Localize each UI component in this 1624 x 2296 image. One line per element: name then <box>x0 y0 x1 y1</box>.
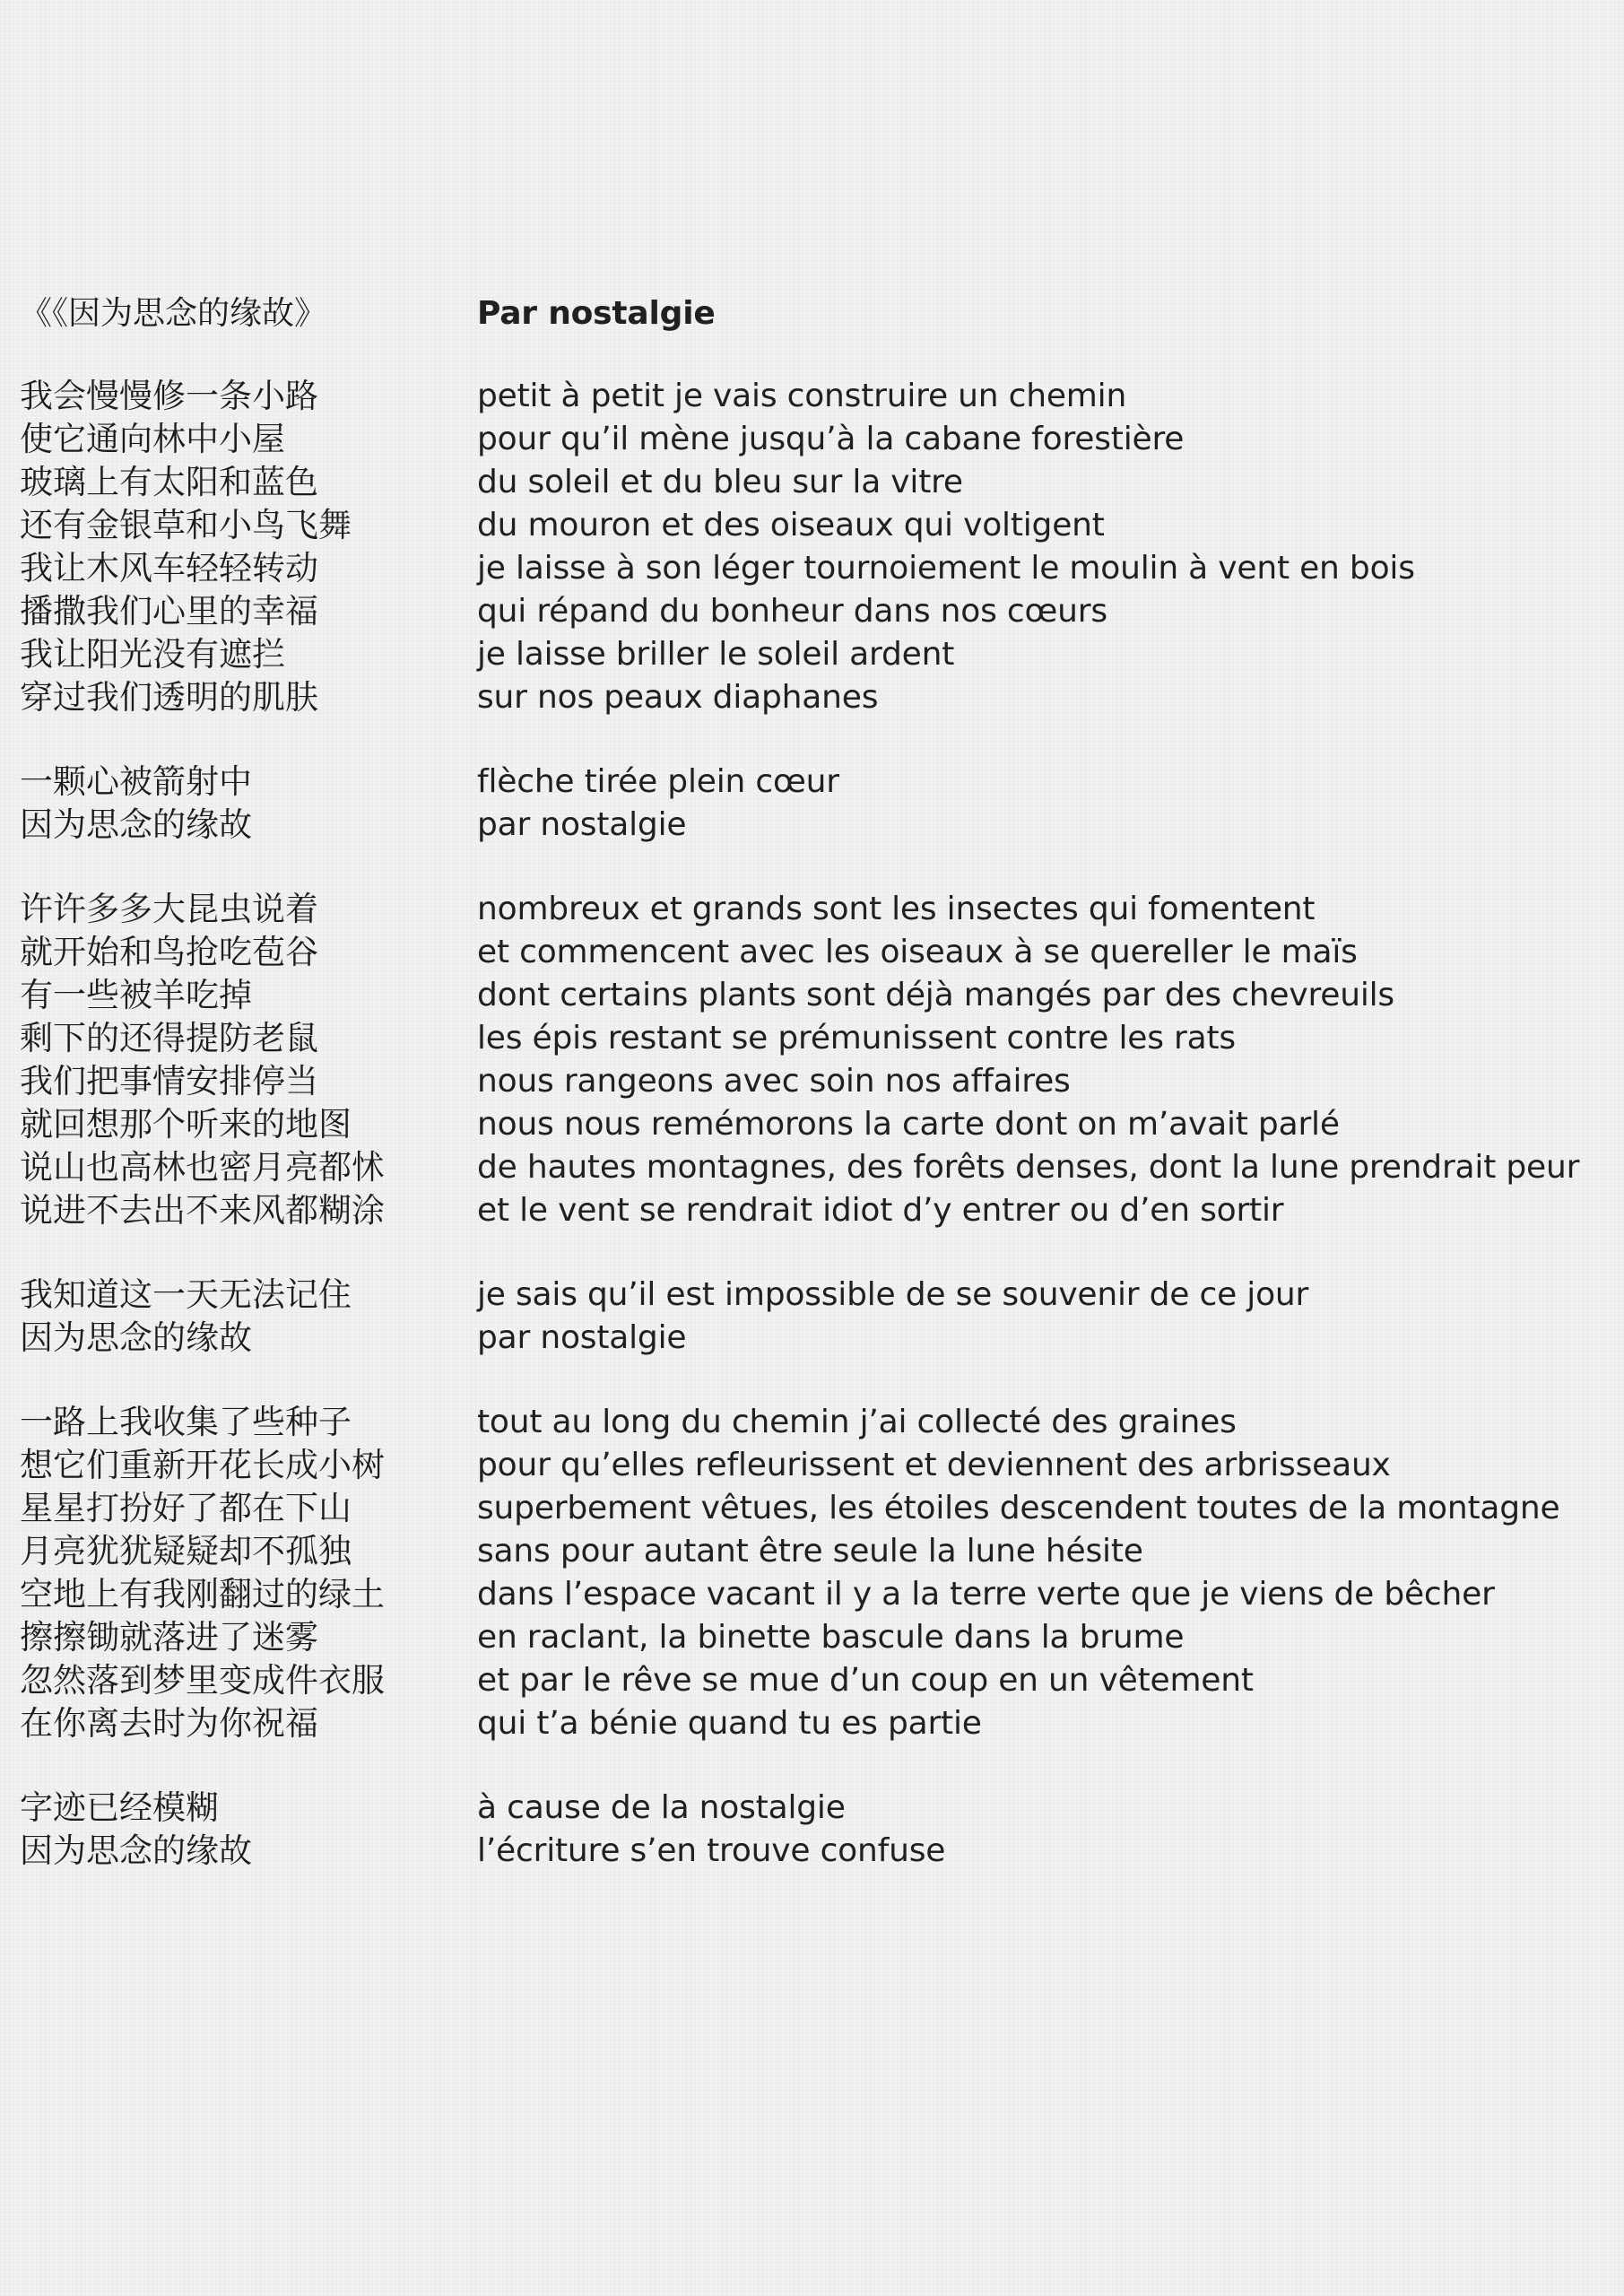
french-line: du soleil et du bleu sur la vitre <box>477 464 963 500</box>
french-stanza-2 <box>477 761 1616 847</box>
chinese-line: 我让阳光没有遮拦 <box>20 635 285 674</box>
french-line: et le vent se rendrait idiot d’y entrer ou d’en sortir <box>477 1192 1284 1229</box>
french-line: qui répand du bonheur dans nos cœurs <box>477 593 1107 630</box>
chinese-stanza-1 <box>20 375 459 719</box>
french-line: superbement vêtues, les étoiles descendent toutes de la montagne <box>477 1490 1560 1526</box>
chinese-line: 一颗心被箭射中 <box>20 762 252 801</box>
chinese-line: 星星打扮好了都在下山 <box>20 1489 352 1527</box>
chinese-line: 因为思念的缘故 <box>20 1831 252 1870</box>
chinese-line: 说山也高林也密月亮都怵 <box>20 1148 385 1187</box>
chinese-line: 擦擦锄就落进了迷雾 <box>20 1618 318 1657</box>
chinese-line: 月亮犹犹疑疑却不孤独 <box>20 1532 352 1570</box>
french-line: pour qu’il mène jusqu’à la cabane forestière <box>477 421 1185 457</box>
french-line: dans l’espace vacant il y a la terre verte que je viens de bêcher <box>477 1576 1495 1613</box>
french-line: par nostalgie <box>477 806 687 843</box>
french-stanza-3 <box>477 888 1616 1232</box>
chinese-line: 字迹已经模糊 <box>20 1788 219 1827</box>
french-line: je laisse à son léger tournoiement le moulin à vent en bois <box>477 550 1415 587</box>
chinese-line: 忽然落到梦里变成件衣服 <box>20 1661 385 1700</box>
french-line: nous rangeons avec soin nos affaires <box>477 1063 1071 1100</box>
chinese-line: 剩下的还得提防老鼠 <box>20 1019 318 1057</box>
chinese-line: 有一些被羊吃掉 <box>20 976 252 1014</box>
french-line: de hautes montagnes, des forêts denses, dont la lune prendrait peur <box>477 1149 1580 1186</box>
chinese-line: 我知道这一天无法记住 <box>20 1275 352 1314</box>
french-line: qui t’a bénie quand tu es partie <box>477 1705 982 1742</box>
french-stanza-1 <box>477 375 1616 719</box>
chinese-line: 许许多多大昆虫说着 <box>20 890 318 928</box>
french-line: en raclant, la binette bascule dans la brume <box>477 1619 1185 1656</box>
french-line: je sais qu’il est impossible de se souvenir de ce jour <box>477 1276 1309 1313</box>
french-line: les épis restant se prémunissent contre les rats <box>477 1020 1236 1057</box>
chinese-stanza-4 <box>20 1274 459 1360</box>
chinese-line: 因为思念的缘故 <box>20 805 252 844</box>
french-line: tout au long du chemin j’ai collecté des graines <box>477 1404 1237 1440</box>
chinese-line: 一路上我收集了些种子 <box>20 1403 352 1441</box>
chinese-stanza-6 <box>20 1787 459 1873</box>
french-line: nombreux et grands sont les insectes qui fomentent <box>477 891 1316 927</box>
french-line: et commencent avec les oiseaux à se quereller le maïs <box>477 934 1358 970</box>
french-column <box>477 292 1616 1873</box>
french-line: flèche tirée plein cœur <box>477 763 839 800</box>
french-line: à cause de la nostalgie <box>477 1789 846 1826</box>
chinese-line: 玻璃上有太阳和蓝色 <box>20 463 318 501</box>
french-line: dont certains plants sont déjà mangés par des chevreuils <box>477 977 1394 1013</box>
french-line: nous nous remémorons la carte dont on m’avait parlé <box>477 1106 1340 1143</box>
french-line: sur nos peaux diaphanes <box>477 679 879 716</box>
chinese-title: 《《因为思念的缘故》 <box>20 295 327 332</box>
chinese-line: 想它们重新开花长成小树 <box>20 1446 385 1484</box>
chinese-line: 说进不去出不来风都糊涂 <box>20 1191 385 1230</box>
french-line: pour qu’elles refleurissent et deviennent des arbrisseaux <box>477 1447 1391 1483</box>
french-line: je laisse briller le soleil ardent <box>477 636 955 673</box>
chinese-line: 空地上有我刚翻过的绿土 <box>20 1575 385 1613</box>
chinese-line: 就回想那个听来的地图 <box>20 1105 352 1144</box>
chinese-line: 就开始和鸟抢吃苞谷 <box>20 933 318 971</box>
chinese-line: 在你离去时为你祝福 <box>20 1704 318 1743</box>
chinese-stanza-2 <box>20 761 459 847</box>
chinese-line: 我们把事情安排停当 <box>20 1062 318 1100</box>
chinese-line: 我让木风车轻轻转动 <box>20 549 318 587</box>
french-stanza-4 <box>477 1274 1616 1360</box>
french-stanza-6 <box>477 1787 1616 1873</box>
french-line: du mouron et des oiseaux qui voltigent <box>477 507 1105 544</box>
french-line: par nostalgie <box>477 1319 687 1356</box>
chinese-line: 因为思念的缘故 <box>20 1318 252 1357</box>
chinese-line: 播撒我们心里的幸福 <box>20 592 318 631</box>
chinese-line: 还有金银草和小鸟飞舞 <box>20 506 352 544</box>
french-line: et par le rêve se mue d’un coup en un vêtement <box>477 1662 1254 1699</box>
chinese-stanza-5 <box>20 1401 459 1745</box>
chinese-column <box>20 292 459 1873</box>
french-line: petit à petit je vais construire un chemin <box>477 378 1127 414</box>
chinese-line: 穿过我们透明的肌肤 <box>20 678 318 717</box>
french-stanza-5 <box>477 1401 1616 1745</box>
chinese-stanza-3 <box>20 888 459 1232</box>
chinese-line: 我会慢慢修一条小路 <box>20 377 318 415</box>
french-title: Par nostalgie <box>477 295 716 332</box>
french-line: sans pour autant être seule la lune hésite <box>477 1533 1143 1570</box>
french-line: l’écriture s’en trouve confuse <box>477 1832 946 1869</box>
chinese-line: 使它通向林中小屋 <box>20 420 285 458</box>
